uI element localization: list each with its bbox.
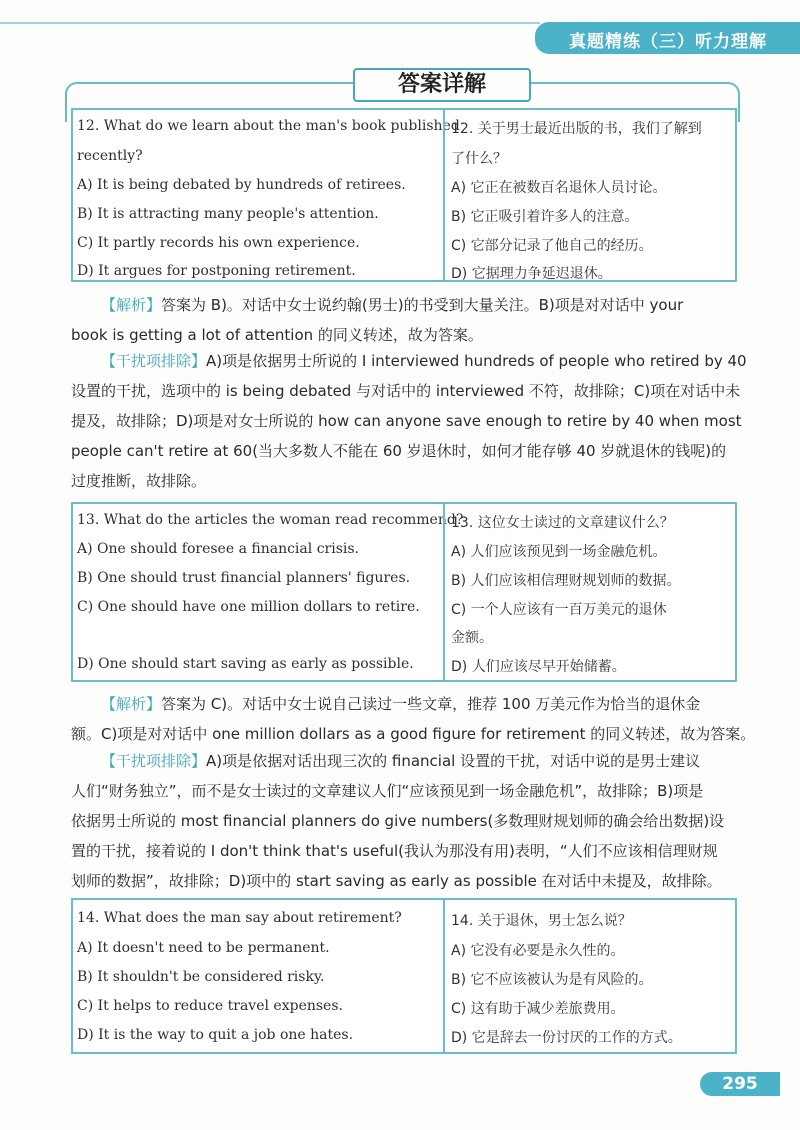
analysis-text: 答案为 B)。对话中女士说约翰(男士)的书受到大量关注。B)项是对对话中 your bbox=[161, 296, 684, 314]
q13-en-option-b: B) One should trust financial planners' figures. bbox=[77, 570, 411, 586]
q13-zh-option-a: A) 人们应该预见到一场金融危机。 bbox=[451, 544, 667, 560]
q13-analysis bbox=[71, 689, 756, 749]
question-14-english bbox=[73, 900, 443, 1052]
distractor-text: people can't retire at 60(当大多数人不能在 60 岁退休时，如何才能存够 40 岁就退休的钱呢)的 bbox=[71, 442, 727, 460]
q12-analysis bbox=[71, 290, 737, 350]
q12-en-line: 12. What do we learn about the man's book published bbox=[77, 118, 460, 134]
q14-zh-option-a: A) 它没有必要是永久性的。 bbox=[451, 943, 625, 959]
distractor-text: 人们“财务独立”，而不是女士读过的文章建议人们“应该预见到一场金融危机”，故排除；B)项是 bbox=[71, 782, 704, 800]
question-13-english bbox=[73, 504, 464, 680]
page-number: 295 bbox=[700, 1072, 780, 1096]
analysis-tag: 【解析】 bbox=[101, 296, 162, 314]
q14-zh-option-c: C) 这有助于减少差旅费用。 bbox=[451, 1001, 625, 1017]
q12-en-option-a: A) It is being debated by hundreds of retirees. bbox=[77, 177, 406, 193]
question-14-chinese bbox=[443, 900, 735, 1052]
analysis-text: 答案为 C)。对话中女士说自己读过一些文章，推荐 100 万美元作为恰当的退休金 bbox=[161, 695, 701, 713]
q14-en-option-c: C) It helps to reduce travel expenses. bbox=[77, 998, 343, 1014]
q12-en-option-b: B) It is attracting many people's attention. bbox=[77, 206, 379, 222]
distractor-text: 设置的干扰，选项中的 is being debated 与对话中的 interviewed 不符，故排除；C)项在对话中未 bbox=[71, 382, 741, 400]
q13-en-option-a: A) One should foresee a financial crisis. bbox=[77, 541, 359, 557]
q12-en-line: recently? bbox=[77, 148, 143, 164]
distractor-tag: 【干扰项排除】 bbox=[101, 752, 207, 770]
q13-en-option-d: D) One should start saving as early as possible. bbox=[77, 656, 414, 672]
q13-zh-option-d: D) 人们应该尽早开始储蓄。 bbox=[451, 659, 626, 675]
q12-en-option-d: D) It argues for postponing retirement. bbox=[77, 263, 356, 279]
q14-zh-option-b: B) 它不应该被认为是有风险的。 bbox=[451, 972, 653, 988]
q12-distractor-analysis bbox=[71, 346, 747, 496]
q12-en-option-c: C) It partly records his own experience. bbox=[77, 235, 360, 251]
header-rule bbox=[0, 22, 540, 24]
q13-distractor-analysis bbox=[71, 746, 737, 896]
section-banner bbox=[535, 22, 800, 54]
page-title: 答案详解 bbox=[353, 68, 531, 102]
distractor-text: A)项是依据对话出现三次的 financial 设置的干扰，对话中说的是男士建议 bbox=[206, 752, 701, 770]
distractor-text: A)项是依据男士所说的 I interviewed hundreds of people who retired by 40 bbox=[206, 352, 747, 370]
question-14-table bbox=[71, 898, 737, 1054]
q13-en-line: 13. What do the articles the woman read recommend? bbox=[77, 512, 464, 528]
q12-zh-option-b: B) 它正吸引着许多人的注意。 bbox=[451, 209, 639, 225]
section-title: 真题精练（三）听力理解 bbox=[569, 32, 767, 52]
q12-zh-line: 了什么？ bbox=[451, 151, 507, 167]
q13-zh-option-c: C) 一个人应该有一百万美元的退休 bbox=[451, 602, 667, 618]
q12-zh-line: 12. 关于男士最近出版的书，我们了解到 bbox=[451, 121, 702, 137]
question-13-chinese bbox=[443, 504, 735, 680]
q14-en-option-b: B) It shouldn't be considered risky. bbox=[77, 969, 325, 985]
q12-zh-option-a: A) 它正在被数百名退休人员讨论。 bbox=[451, 180, 667, 196]
q13-zh-line: 13. 这位女士读过的文章建议什么？ bbox=[451, 515, 674, 531]
analysis-text: 额。C)项是对对话中 one million dollars as a good figure for retirement 的同义转述，故为答案。 bbox=[71, 725, 756, 743]
q13-zh-option-c-cont: 金额。 bbox=[451, 630, 493, 646]
q14-en-option-d: D) It is the way to quit a job one hates. bbox=[77, 1027, 354, 1043]
q14-zh-option-d: D) 它是辞去一份讨厌的工作的方式。 bbox=[451, 1030, 682, 1046]
distractor-text: 依据男士所说的 most financial planners do give numbers(多数理财规划师的确会给出数据)设 bbox=[71, 812, 725, 830]
distractor-text: 置的干扰，接着说的 I don't think that's useful(我认为那没有用)表明，“人们不应该相信理财规 bbox=[71, 842, 718, 860]
q14-en-option-a: A) It doesn't need to be permanent. bbox=[77, 940, 330, 956]
analysis-tag: 【解析】 bbox=[101, 695, 162, 713]
distractor-tag: 【干扰项排除】 bbox=[101, 352, 207, 370]
question-13-table bbox=[71, 502, 737, 682]
q12-zh-option-c: C) 它部分记录了他自己的经历。 bbox=[451, 238, 653, 254]
question-12-chinese bbox=[443, 110, 735, 280]
distractor-text: 过度推断，故排除。 bbox=[71, 472, 207, 490]
analysis-text: book is getting a lot of attention 的同义转述，故为答案。 bbox=[71, 326, 483, 344]
q12-zh-option-d: D) 它据理力争延迟退休。 bbox=[451, 266, 612, 282]
q14-en-line: 14. What does the man say about retirement? bbox=[77, 910, 402, 926]
q14-zh-line: 14. 关于退休，男士怎么说？ bbox=[451, 913, 632, 929]
distractor-text: 提及，故排除；D)项是对女士所说的 how can anyone save enough to retire by 40 when most bbox=[71, 412, 742, 430]
question-12-english bbox=[73, 110, 460, 280]
question-12-table bbox=[71, 108, 737, 282]
q13-en-option-c: C) One should have one million dollars to retire. bbox=[77, 599, 420, 615]
title-frame bbox=[65, 68, 740, 108]
distractor-text: 划师的数据”，故排除；D)项中的 start saving as early as possible 在对话中未提及，故排除。 bbox=[71, 872, 722, 890]
q13-zh-option-b: B) 人们应该相信理财规划师的数据。 bbox=[451, 573, 681, 589]
